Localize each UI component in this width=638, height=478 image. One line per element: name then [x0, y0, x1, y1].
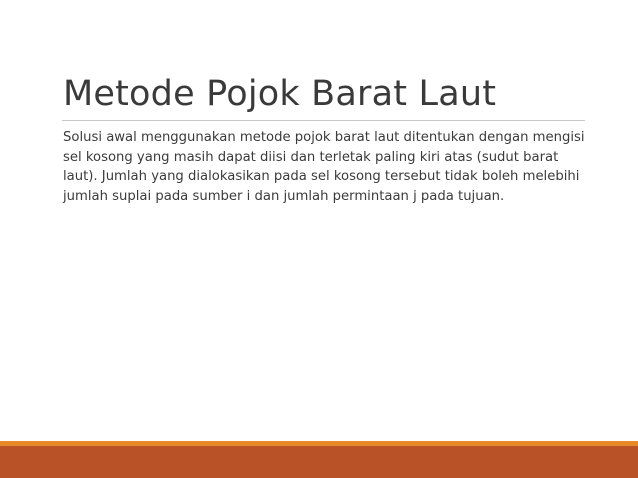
footer-band	[0, 446, 638, 478]
slide-title: Metode Pojok Barat Laut	[63, 74, 497, 114]
title-divider	[62, 120, 585, 121]
slide-body-text: Solusi awal menggunakan metode pojok barat laut ditentukan dengan mengisi sel kosong yang masih dapat diisi dan terletak paling kiri atas (sudut barat laut). Jumlah yang dialokasikan pada sel kosong tersebut tidak boleh melebihi jumlah suplai pada sumber i dan jumlah permintaan j pada tujuan.	[63, 130, 585, 204]
